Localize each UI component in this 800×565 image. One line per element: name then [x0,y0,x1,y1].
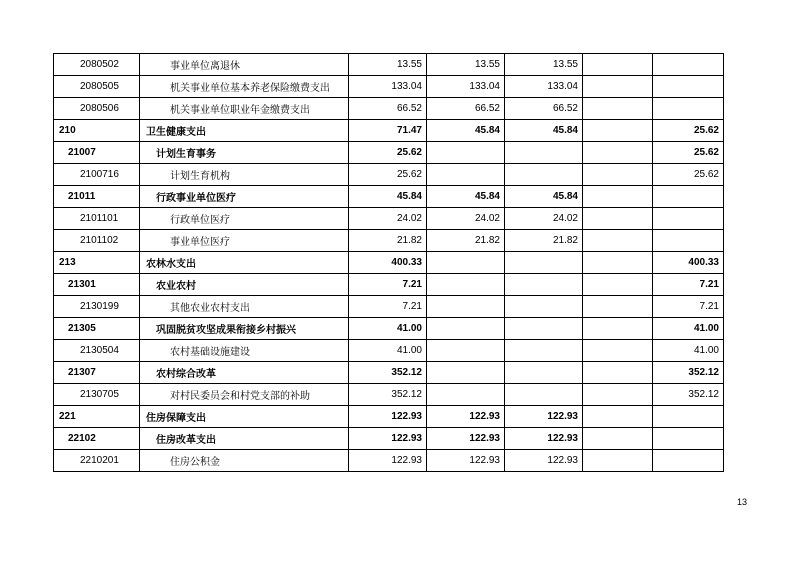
table-row [54,362,724,384]
cell-subject-name: 机关事业单位职业年金缴费支出 [140,98,349,120]
cell-basic-expenditure: 122.93 [427,450,505,472]
cell-personnel-expenditure: 24.02 [505,208,583,230]
cell-personnel-expenditure: 21.82 [505,230,583,252]
cell-subject-code: 2130199 [54,296,140,318]
cell-public-expenditure [583,164,653,186]
cell-personnel-expenditure [505,142,583,164]
cell-public-expenditure [583,230,653,252]
budget-expenditure-table [53,53,724,472]
cell-public-expenditure [583,406,653,428]
cell-public-expenditure [583,186,653,208]
table-row [54,274,724,296]
cell-basic-expenditure: 45.84 [427,120,505,142]
cell-total: 352.12 [349,362,427,384]
cell-personnel-expenditure [505,296,583,318]
cell-personnel-expenditure: 66.52 [505,98,583,120]
cell-public-expenditure [583,384,653,406]
cell-subject-name: 巩固脱贫攻坚成果衔接乡村振兴 [140,318,349,340]
cell-total: 45.84 [349,186,427,208]
cell-total: 41.00 [349,318,427,340]
table-row [54,98,724,120]
table-row [54,230,724,252]
cell-total: 25.62 [349,142,427,164]
cell-public-expenditure [583,142,653,164]
table-row [54,296,724,318]
cell-total: 21.82 [349,230,427,252]
cell-public-expenditure [583,76,653,98]
cell-subject-code: 2080506 [54,98,140,120]
cell-subject-code: 22102 [54,428,140,450]
cell-personnel-expenditure: 122.93 [505,428,583,450]
cell-public-expenditure [583,54,653,76]
cell-subject-name: 事业单位离退休 [140,54,349,76]
cell-total: 7.21 [349,296,427,318]
cell-subject-code: 2080505 [54,76,140,98]
cell-project-expenditure: 41.00 [653,318,724,340]
cell-project-expenditure: 25.62 [653,164,724,186]
table-row [54,252,724,274]
cell-public-expenditure [583,362,653,384]
table-row [54,406,724,428]
cell-total: 66.52 [349,98,427,120]
cell-total: 25.62 [349,164,427,186]
cell-personnel-expenditure [505,318,583,340]
cell-basic-expenditure [427,142,505,164]
cell-basic-expenditure [427,362,505,384]
cell-personnel-expenditure: 13.55 [505,54,583,76]
table-row [54,76,724,98]
cell-project-expenditure [653,76,724,98]
cell-subject-name: 住房保障支出 [140,406,349,428]
cell-personnel-expenditure [505,274,583,296]
cell-subject-code: 21011 [54,186,140,208]
cell-subject-name: 计划生育事务 [140,142,349,164]
cell-subject-code: 2130504 [54,340,140,362]
cell-total: 41.00 [349,340,427,362]
cell-public-expenditure [583,120,653,142]
cell-personnel-expenditure [505,340,583,362]
cell-basic-expenditure [427,252,505,274]
cell-personnel-expenditure: 45.84 [505,120,583,142]
cell-personnel-expenditure: 122.93 [505,450,583,472]
cell-subject-name: 农村综合改革 [140,362,349,384]
cell-subject-code: 2130705 [54,384,140,406]
cell-total: 7.21 [349,274,427,296]
cell-subject-code: 21305 [54,318,140,340]
table-row [54,340,724,362]
cell-basic-expenditure: 122.93 [427,428,505,450]
cell-project-expenditure: 25.62 [653,142,724,164]
cell-subject-code: 21007 [54,142,140,164]
cell-public-expenditure [583,450,653,472]
cell-subject-code: 221 [54,406,140,428]
cell-subject-code: 2080502 [54,54,140,76]
budget-table-container [53,53,723,472]
cell-basic-expenditure: 133.04 [427,76,505,98]
cell-subject-name: 事业单位医疗 [140,230,349,252]
cell-personnel-expenditure [505,362,583,384]
cell-basic-expenditure: 45.84 [427,186,505,208]
cell-total: 122.93 [349,428,427,450]
cell-total: 122.93 [349,406,427,428]
cell-subject-code: 213 [54,252,140,274]
cell-subject-code: 2210201 [54,450,140,472]
cell-basic-expenditure: 66.52 [427,98,505,120]
cell-basic-expenditure [427,318,505,340]
cell-subject-code: 21301 [54,274,140,296]
cell-public-expenditure [583,252,653,274]
cell-total: 24.02 [349,208,427,230]
cell-subject-name: 住房公积金 [140,450,349,472]
cell-total: 133.04 [349,76,427,98]
table-row [54,384,724,406]
cell-public-expenditure [583,296,653,318]
cell-project-expenditure: 400.33 [653,252,724,274]
table-row [54,186,724,208]
page-number: 13 [737,497,748,507]
cell-project-expenditure: 7.21 [653,296,724,318]
cell-project-expenditure [653,54,724,76]
cell-subject-name: 计划生育机构 [140,164,349,186]
cell-total: 400.33 [349,252,427,274]
cell-subject-code: 2100716 [54,164,140,186]
table-row [54,164,724,186]
cell-project-expenditure [653,98,724,120]
cell-subject-code: 2101102 [54,230,140,252]
cell-total: 71.47 [349,120,427,142]
table-row [54,208,724,230]
cell-total: 13.55 [349,54,427,76]
cell-personnel-expenditure: 45.84 [505,186,583,208]
cell-public-expenditure [583,274,653,296]
cell-subject-name: 住房改革支出 [140,428,349,450]
cell-basic-expenditure: 24.02 [427,208,505,230]
cell-personnel-expenditure [505,252,583,274]
table-row [54,54,724,76]
cell-subject-code: 2101101 [54,208,140,230]
cell-public-expenditure [583,428,653,450]
cell-personnel-expenditure [505,384,583,406]
cell-project-expenditure [653,230,724,252]
cell-project-expenditure [653,450,724,472]
cell-personnel-expenditure [505,164,583,186]
cell-basic-expenditure: 13.55 [427,54,505,76]
cell-subject-code: 21307 [54,362,140,384]
cell-public-expenditure [583,208,653,230]
cell-project-expenditure [653,406,724,428]
cell-project-expenditure: 7.21 [653,274,724,296]
cell-basic-expenditure [427,274,505,296]
cell-subject-name: 行政事业单位医疗 [140,186,349,208]
cell-basic-expenditure [427,164,505,186]
cell-total: 352.12 [349,384,427,406]
cell-subject-name: 农业农村 [140,274,349,296]
cell-project-expenditure: 352.12 [653,362,724,384]
cell-public-expenditure [583,98,653,120]
cell-total: 122.93 [349,450,427,472]
table-row [54,450,724,472]
cell-subject-name: 其他农业农村支出 [140,296,349,318]
cell-basic-expenditure [427,296,505,318]
table-row [54,120,724,142]
cell-public-expenditure [583,340,653,362]
cell-basic-expenditure: 21.82 [427,230,505,252]
cell-public-expenditure [583,318,653,340]
cell-basic-expenditure [427,340,505,362]
cell-personnel-expenditure: 122.93 [505,406,583,428]
cell-personnel-expenditure: 133.04 [505,76,583,98]
cell-project-expenditure: 41.00 [653,340,724,362]
cell-project-expenditure: 352.12 [653,384,724,406]
cell-subject-name: 机关事业单位基本养老保险缴费支出 [140,76,349,98]
cell-basic-expenditure: 122.93 [427,406,505,428]
cell-subject-name: 农林水支出 [140,252,349,274]
cell-project-expenditure [653,428,724,450]
cell-basic-expenditure [427,384,505,406]
table-body [54,54,724,472]
cell-subject-name: 农村基础设施建设 [140,340,349,362]
cell-subject-name: 行政单位医疗 [140,208,349,230]
table-row [54,318,724,340]
cell-subject-code: 210 [54,120,140,142]
cell-subject-name: 对村民委员会和村党支部的补助 [140,384,349,406]
table-row [54,142,724,164]
cell-subject-name: 卫生健康支出 [140,120,349,142]
cell-project-expenditure [653,208,724,230]
table-row [54,428,724,450]
cell-project-expenditure: 25.62 [653,120,724,142]
cell-project-expenditure [653,186,724,208]
